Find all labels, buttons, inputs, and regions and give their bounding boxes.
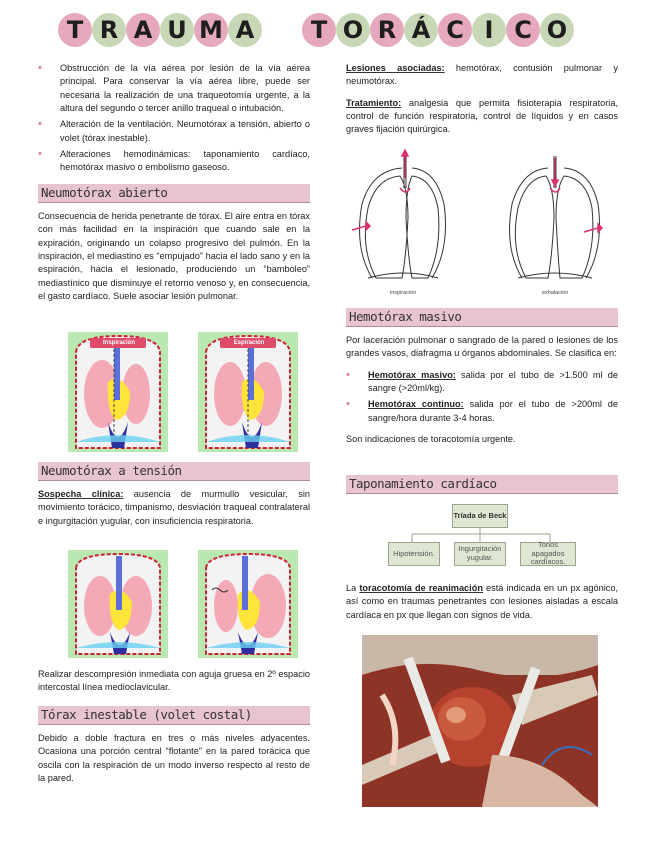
- toracotomia-pre: La: [346, 583, 360, 593]
- lesiones-description: hemotórax, contusión pulmonar y neumotórax.: [346, 63, 618, 87]
- hemotorax-list: [346, 369, 618, 425]
- left-column: [38, 62, 310, 178]
- inspiracion-label: Inspiración: [102, 340, 135, 346]
- diagram-label-inspiracion: inspiración: [390, 290, 417, 296]
- tension-figure-1: [68, 550, 168, 658]
- hemotorax-text: Por laceración pulmonar o sangrado de la pared o lesiones de los grandes vasos, diafragma u órganos abdominales. Se clasifica en:: [346, 335, 618, 359]
- title-letter: C: [506, 13, 540, 47]
- title-letter: U: [160, 13, 194, 47]
- tratamiento-description: analgesia que permita fisioterapia respiratoria, control de función respiratoria, control de líquidos y en casos graves fijación quirúrgica.: [346, 97, 618, 135]
- sospecha-clinica-text: [38, 488, 310, 528]
- toracotomia-text: [346, 582, 618, 622]
- diagram-label-exhalacion: exhalación: [542, 290, 569, 296]
- title-letter: O: [336, 13, 370, 47]
- lesiones-label: Lesiones asociadas:: [346, 63, 445, 73]
- lesiones-asociadas-text: [346, 62, 618, 89]
- hemotorax-footer: Son indicaciones de toracotomía urgente.: [346, 434, 516, 445]
- triad-item-tonos: Tonos apagados cardíacos.: [520, 542, 576, 566]
- triad-title: Tríada de Beck: [452, 504, 508, 528]
- tension-figure-2: [198, 550, 298, 658]
- section-heading-taponamiento: Taponamiento cardíaco: [346, 475, 618, 494]
- espiracion-figure: [198, 332, 298, 452]
- intro-bullet: • Obstrucción de la vía aérea por lesión de la vía aérea principal. Para conservar la vía aérea libre, puede ser necesaria la realización de una traqueotomía urgente, a la altura del segundo o tercer anillo traqueal o intubación.: [38, 62, 310, 115]
- surgical-photo: [362, 635, 598, 807]
- espiracion-label: Espiración: [233, 340, 265, 346]
- title-letter: O: [540, 13, 574, 47]
- torax-inestable-text: Debido a doble fractura en tres o más niveles adyacentes. Ocasiona una porción central “flotante” en la pared torácica que oscila con la respiración de un modo inverso respecto al resto de la pared.: [38, 733, 310, 784]
- page-title: [58, 8, 574, 52]
- right-column: [346, 62, 618, 137]
- hemotorax-item: [346, 369, 618, 396]
- beck-triad-diagram: [346, 500, 618, 572]
- section-heading-neumotorax-tension: Neumotórax a tensión: [38, 462, 310, 481]
- toracotomia-description: está indicada en un px agónico, así como en traumas penetrantes con lesiones aisladas a escala cardíaca en px que llegan con signos de vida.: [346, 583, 618, 620]
- intro-bullet: • Alteración de la ventilación. Neumotórax a tensión, abierto o volet (tórax inestable).: [38, 118, 310, 145]
- sospecha-description: ausencia de murmullo vesicular, sin movimiento torácico, timpanismo, desviación traqueal contralateral e ingurgitación yugular, con insuficiencia respiratoria.: [38, 489, 310, 526]
- section-heading-neumotorax-abierto: Neumotórax abierto: [38, 184, 310, 203]
- hemotorax-item-label: Hemotórax masivo:: [368, 369, 456, 380]
- sospecha-label: Sospecha clínica:: [38, 489, 124, 499]
- hemotorax-item-label: Hemotórax continuo:: [368, 399, 464, 410]
- volet-diagram: [346, 148, 616, 300]
- inspiracion-figure: [68, 332, 168, 452]
- hemotorax-item-text: salida por el tubo de >200ml de sangre/hora durante 3-4 horas.: [368, 399, 618, 423]
- title-letter: C: [438, 13, 472, 47]
- title-letter: T: [58, 13, 92, 47]
- section-heading-hemotorax: Hemotórax masivo: [346, 308, 618, 327]
- title-letter: I: [472, 13, 506, 47]
- intro-bullet: • Alteraciones hemodinámicas: taponamiento cardíaco, hemotórax masivo o embolismo gaseoso.: [38, 148, 310, 175]
- toracotomia-label: toracotomía de reanimación: [359, 583, 483, 593]
- triad-item-hipotension: Hipotensión.: [388, 542, 440, 566]
- descompresion-text: Realizar descompresión inmediata con aguja gruesa en 2º espacio intercostal línea medioclavicular.: [38, 669, 310, 693]
- title-letter: A: [228, 13, 262, 47]
- tratamiento-text: [346, 97, 618, 137]
- title-letter: R: [370, 13, 404, 47]
- neumotorax-abierto-text: Consecuencia de herida penetrante de tórax. El aire entra en tórax con más facilidad en la inspiración que cuando sale en la expiración, originando un colapso progresivo del pulmón. En la inspiración, el mediastino es “empujado” hacia el lado sano y en la espiración, hacia el lesionado, produciendo un “bamboleo” mediastínico que disminuye el retorno venoso y, en consecuencia, el gasto cardíaco. Suele asociar lesión pulmonar.: [38, 211, 310, 302]
- title-letter: A: [126, 13, 160, 47]
- title-letter: Á: [404, 13, 438, 47]
- section-heading-torax-inestable: Tórax inestable (volet costal): [38, 706, 310, 725]
- title-letter: M: [194, 13, 228, 47]
- hemotorax-item: [346, 398, 618, 425]
- title-letter: R: [92, 13, 126, 47]
- title-letter: T: [302, 13, 336, 47]
- intro-bullet-list: [38, 62, 310, 175]
- triad-item-ingurgitacion: Ingurgitación yugular.: [454, 542, 506, 566]
- tratamiento-label: Tratamiento:: [346, 97, 402, 108]
- hemotorax-item-text: salida por el tubo de >1.500 ml de sangre (>20ml/kg).: [368, 369, 618, 394]
